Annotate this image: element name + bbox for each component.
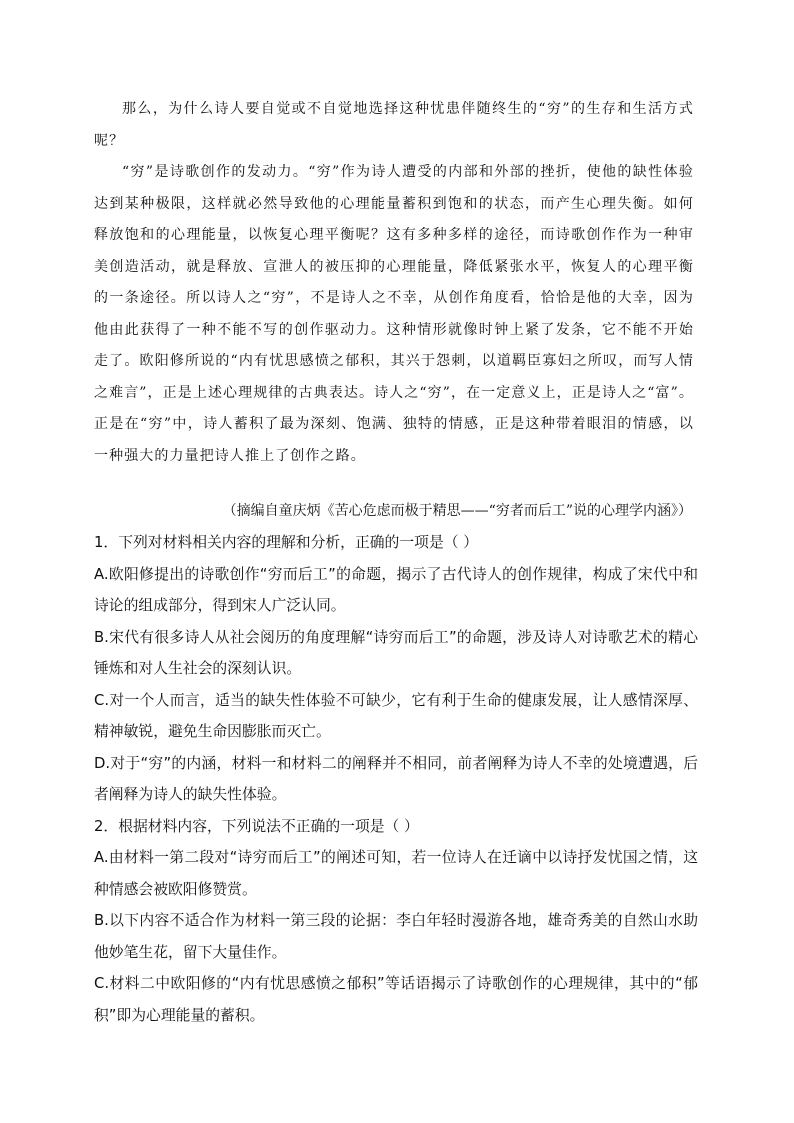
- answer-option: A.由材料一第二段对“诗穷而后工”的阐述可知，若一位诗人在迁谪中以诗抒发忧国之情，这种情感会被欧阳修赞赏。: [94, 849, 698, 898]
- passage-paragraph-2: “穷”是诗歌创作的发动力。“穷”作为诗人遭受的内部和外部的挫折，使他的缺性体验达到某种极限，这样就必然导致他的心理能量蓄积到饱和的状态，而产生心理失衡。如何释放饱和的心理能量，以恢复心理平衡呢？这有多种多样的途径，而诗歌创作作为一种审美创造活动，就是释放、宣泄人的被压抑的心理能量，降低紧张水平，恢复人的心理平衡的一条途径。所以诗人之“穷”，不是诗人之不幸，从创作角度看，恰恰是他的大幸，因为他由此获得了一种不能不写的创作驱动力。这种情形就像时钟上紧了发条，它不能不开始走了。欧阳修所说的“内有忧思感愤之郁积，其兴于怨刺，以道羁臣寡妇之所叹，而写人情之难言”，正是上述心理规律的古典表达。诗人之“穷”，在一定意义上，正是诗人之“富”。正是在“穷”中，诗人蓄积了最为深刻、饱满、独特的情感，正是这种带着眼泪的情感，以一种强大的力量把诗人推上了创作之路。: [94, 164, 694, 464]
- answer-option: B.以下内容不适合作为材料一第三段的论据：李白年轻时漫游各地，雄奇秀美的自然山水助他妙笔生花，留下大量佳作。: [94, 912, 698, 961]
- answer-option: C.对一个人而言，适当的缺失性体验不可缺少，它有利于生命的健康发展，让人感情深厚、精神敏锐，避免生命因膨胀而灭亡。: [94, 691, 698, 740]
- question-list: [94, 527, 698, 1031]
- question-stem: 2．根据材料内容，下列说法不正确的一项是（ ）: [94, 817, 419, 835]
- answer-option: C.材料二中欧阳修的“内有忧思感愤之郁积”等话语揭示了诗歌创作的心理规律，其中的“郁积”即为心理能量的蓄积。: [94, 975, 698, 1024]
- reading-passage: [94, 94, 694, 472]
- answer-option: B.宋代有很多诗人从社会阅历的角度理解“诗穷而后工”的命题，涉及诗人对诗歌艺术的精心锤炼和对人生社会的深刻认识。: [94, 628, 698, 677]
- question-1: [94, 527, 698, 811]
- passage-paragraph-1: 那么，为什么诗人要自觉或不自觉地选择这种忧患伴随终生的“穷”的生存和生活方式呢？: [94, 101, 694, 149]
- question-2: [94, 811, 698, 1032]
- answer-option: D.对于“穷”的内涵，材料一和材料二的阐释并不相同，前者阐释为诗人不幸的处境遭遇，后者阐释为诗人的缺失性体验。: [94, 754, 698, 803]
- passage-source: （摘编自童庆炳《苦心危虑而极于精思——“穷者而后工”说的心理学内涵》）: [222, 503, 692, 519]
- answer-option: A.欧阳修提出的诗歌创作“穷而后工”的命题，揭示了古代诗人的创作规律，构成了宋代中和诗论的组成部分，得到宋人广泛认同。: [94, 565, 698, 614]
- question-stem: 1．下列对材料相关内容的理解和分析，正确的一项是（ ）: [94, 534, 479, 551]
